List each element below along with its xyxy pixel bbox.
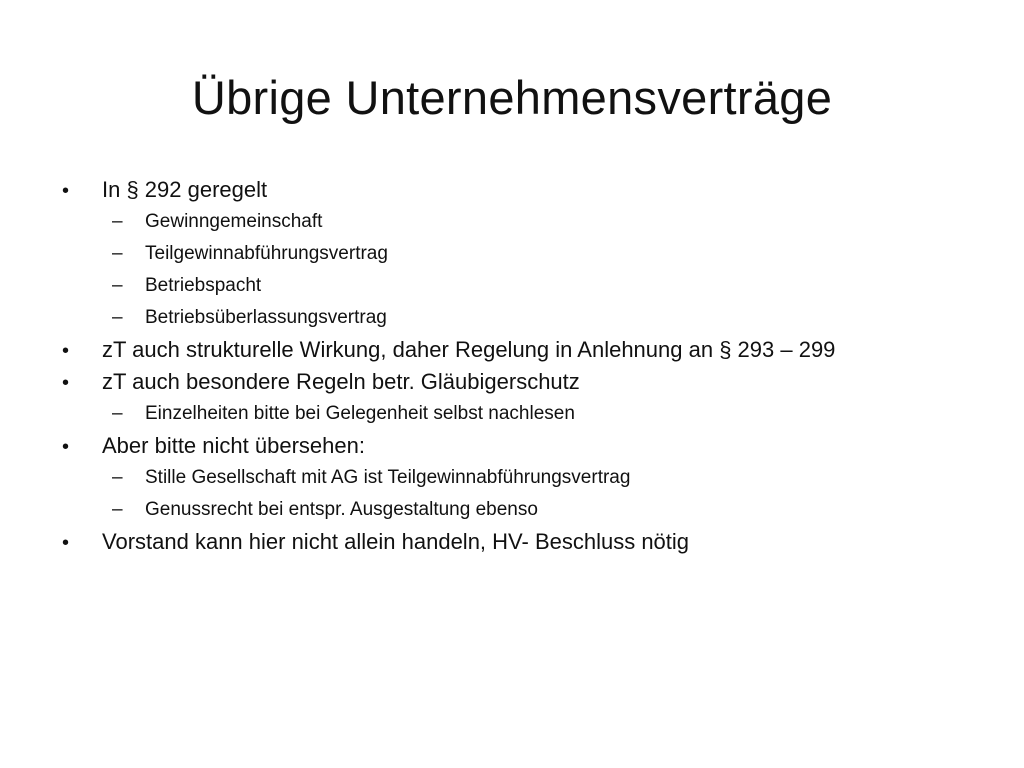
dash-icon: – xyxy=(112,499,123,520)
bullet-icon: • xyxy=(62,340,70,362)
sub-bullet-text: Stille Gesellschaft mit AG ist Teilgewinnabführungsvertrag xyxy=(145,467,631,488)
dash-icon: – xyxy=(112,307,123,328)
bullet-text: In § 292 geregelt xyxy=(102,177,268,202)
bullet-item xyxy=(60,430,990,462)
bullet-icon: • xyxy=(62,372,70,394)
sub-bullet-text: Genussrecht bei entspr. Ausgestaltung ebenso xyxy=(145,499,538,520)
bullet-item xyxy=(60,174,990,206)
sub-bullet-item xyxy=(60,206,990,238)
bullet-text: zT auch strukturelle Wirkung, daher Regelung in Anlehnung an § 293 – 299 xyxy=(102,337,836,362)
bullet-text: zT auch besondere Regeln betr. Gläubigerschutz xyxy=(102,369,580,394)
sub-bullet-item xyxy=(60,238,990,270)
sub-bullet-item xyxy=(60,302,990,334)
bullet-list xyxy=(60,174,990,558)
slide-title: Übrige Unternehmensverträge xyxy=(191,71,833,124)
dash-icon: – xyxy=(112,243,123,264)
sub-bullet-text: Betriebspacht xyxy=(145,275,262,296)
dash-icon: – xyxy=(112,211,123,232)
bullet-item xyxy=(60,366,990,398)
sub-bullet-text: Teilgewinnabführungsvertrag xyxy=(145,243,388,264)
sub-bullet-item xyxy=(60,494,990,526)
sub-bullet-text: Gewinngemeinschaft xyxy=(145,211,323,232)
bullet-text: Aber bitte nicht übersehen: xyxy=(102,433,365,458)
sub-bullet-item xyxy=(60,270,990,302)
dash-icon: – xyxy=(112,275,123,296)
sub-bullet-text: Betriebsüberlassungsvertrag xyxy=(145,307,387,328)
bullet-icon: • xyxy=(62,436,70,458)
bullet-item xyxy=(60,334,990,366)
dash-icon: – xyxy=(112,467,123,488)
bullet-item xyxy=(60,526,990,558)
sub-bullet-text: Einzelheiten bitte bei Gelegenheit selbst nachlesen xyxy=(145,403,575,424)
bullet-icon: • xyxy=(62,532,70,554)
bullet-text: Vorstand kann hier nicht allein handeln, HV- Beschluss nötig xyxy=(102,529,690,554)
bullet-icon: • xyxy=(62,180,70,202)
dash-icon: – xyxy=(112,403,123,424)
sub-bullet-item xyxy=(60,462,990,494)
sub-bullet-item xyxy=(60,398,990,430)
